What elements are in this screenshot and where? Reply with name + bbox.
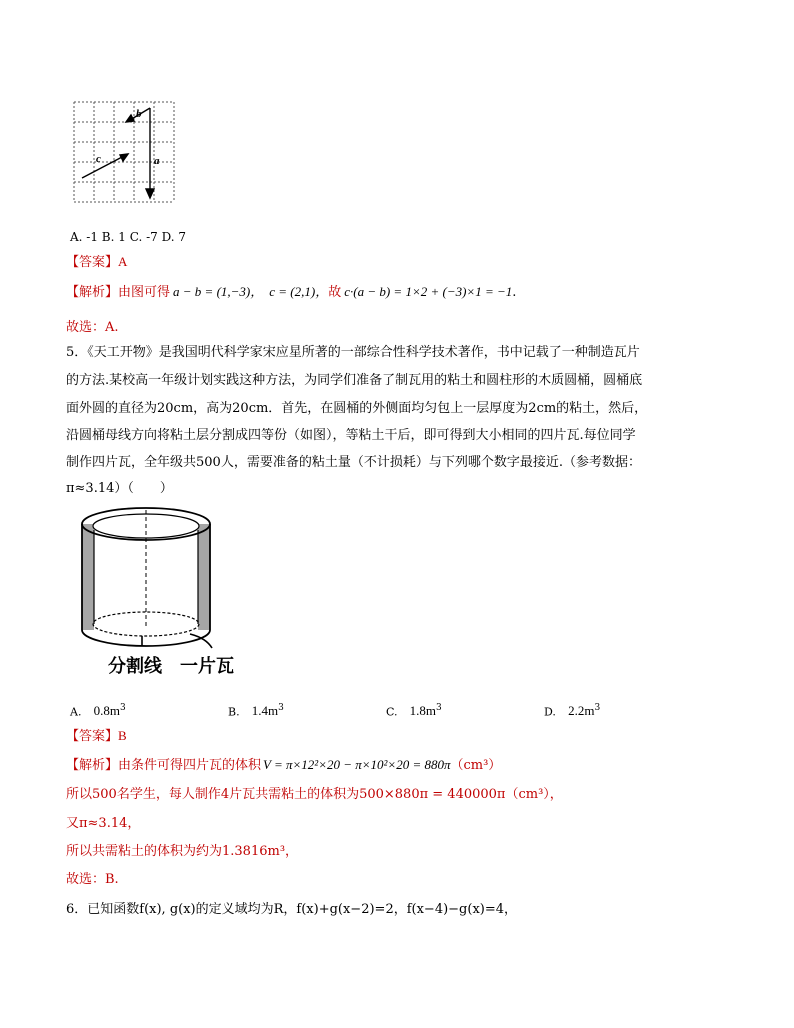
q5-conclusion: 故选：B. <box>66 872 119 887</box>
vector-grid-figure <box>70 98 180 210</box>
q5-analysis-line-c: 又π≈3.14， <box>66 816 141 831</box>
q4-dot-expr: c·(a − b) = 1×2 + (−3)×1 = −1 <box>344 284 513 299</box>
q5-analysis-formula: V = π×12²×20 − π×10²×20 = 880π <box>263 757 451 772</box>
vector-label-b: b <box>136 108 142 120</box>
q4-analysis <box>66 284 516 301</box>
q5-line-3: 面外圆的直径为20cm，高为20cm．首先，在圆桶的外侧面均匀包上一层厚度为2cm的粘土，然后， <box>66 401 648 416</box>
q5-option-b-letter: B. <box>228 705 240 719</box>
q4-answer-value: A <box>118 254 128 269</box>
q5-answer-value: B <box>118 728 127 743</box>
caption-one-tile: 一片瓦 <box>180 656 234 677</box>
q5-option-d <box>544 700 600 720</box>
q5-option-b-value: 1.4m <box>251 703 279 719</box>
caption-division-line: 分割线 <box>108 656 162 677</box>
q5-option-c <box>386 700 442 720</box>
vector-label-a: a <box>154 155 160 167</box>
q5-option-d-exp: 3 <box>594 703 601 713</box>
q5-analysis <box>66 757 501 774</box>
q4-analysis-prefix: 由图可得 <box>118 285 171 300</box>
q4-vec-ab: a − b = (1,−3)， <box>173 284 264 299</box>
q5-analysis-unit: （cm³） <box>450 758 502 773</box>
q5-option-d-value: 2.2m <box>568 703 595 719</box>
q4-analysis-mid: 故 <box>328 285 342 300</box>
q5-analysis-line-d: 所以共需粘土的体积为约为1.3816m³， <box>66 844 299 859</box>
q4-analysis-label: 【解析】 <box>66 285 119 300</box>
q4-analysis-end: . <box>512 285 517 300</box>
q5-answer-label: 【答案】 <box>66 729 119 744</box>
q5-option-c-exp: 3 <box>436 703 442 713</box>
vector-label-c: c <box>96 153 101 165</box>
q5-option-a <box>70 700 126 720</box>
q4-options: A. -1 B. 1 C. -7 D. 7 <box>70 230 187 244</box>
q5-analysis-text: 由条件可得四片瓦的体积 <box>118 758 262 773</box>
q5-answer <box>66 728 127 745</box>
q5-line-6: π≈3.14）（ ） <box>66 481 173 496</box>
q5-option-c-letter: C. <box>386 705 398 719</box>
cylinder-figure <box>76 500 246 686</box>
q5-option-b <box>228 700 284 720</box>
q5-option-a-exp: 3 <box>119 703 126 713</box>
q5-option-a-value: 0.8m <box>93 703 120 719</box>
q4-vec-c: c = (2,1)， <box>269 284 329 299</box>
q5-analysis-line-b: 所以500名学生，每人制作4片瓦共需粘土的体积为500×880π = 440000π（cm³）， <box>66 787 563 802</box>
q5-option-c-value: 1.8m <box>409 703 437 719</box>
q5-line-1: 5．《天工开物》是我国明代科学家宋应星所著的一部综合性科学技术著作，书中记载了一种制造瓦片 <box>66 345 640 360</box>
q5-line-2: 的方法.某校高一年级计划实践这种方法，为同学们准备了制瓦用的粘土和圆柱形的木质圆桶，圆桶底 <box>66 373 643 388</box>
q5-option-b-exp: 3 <box>278 703 284 713</box>
q6-line-1: 6．已知函数f(x), g(x)的定义域均为R，f(x)+g(x−2)=2，f(x−4)−g(x)=4， <box>66 902 518 917</box>
q5-option-d-letter: D. <box>544 705 556 719</box>
q4-conclusion: 故选：A. <box>66 320 119 335</box>
q5-analysis-label: 【解析】 <box>66 758 119 773</box>
q4-answer <box>66 254 127 271</box>
q5-line-5: 制作四片瓦，全年级共500人，需要准备的粘土量（不计损耗）与下列哪个数字最接近.（参考数据： <box>66 455 641 470</box>
q5-line-4: 沿圆桶母线方向将粘土层分割成四等份（如图），等粘土干后，即可得到大小相同的四片瓦.每位同学 <box>66 428 636 443</box>
q5-option-a-letter: A. <box>70 705 82 719</box>
q4-answer-label: 【答案】 <box>66 255 119 270</box>
